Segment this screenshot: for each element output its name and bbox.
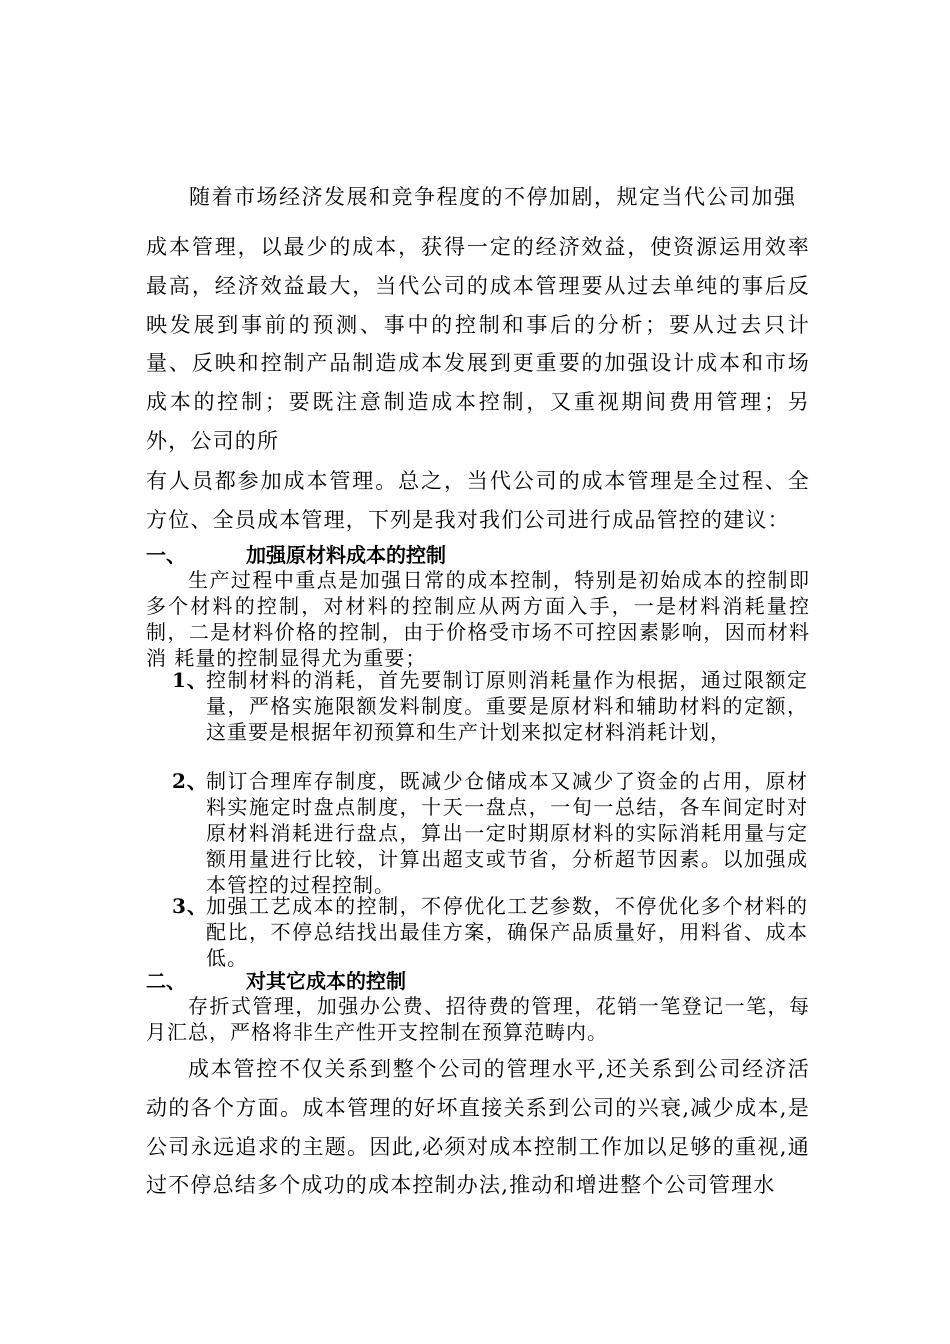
summary-paragraph: 有人员都参加成本管理。总之，当代公司的成本管理是全过程、全方位、全员成本管理，下列是我对我们公司进行成品管控的建议： xyxy=(146,469,810,532)
section-1-title: 加强原材料成本的控制 xyxy=(246,543,446,567)
section-2-heading xyxy=(146,968,806,994)
section-2-body: 存折式管理，加强办公费、招待费的管理，花销一笔登记一笔，每月汇总，严格将非生产性开支控制在预算范畴内。 xyxy=(146,994,810,1044)
closing-paragraph: 成本管控不仅关系到整个公司的管理水平,还关系到公司经济活动的各个方面。成本管理的好坏直接关系到公司的兴衰,减少成本,是公司永远追求的主题。因此,必须对成本控制工作加以足够的重视,通过不停总结多个成功的成本控制办法,推动和增进整个公司管理水 xyxy=(146,1057,810,1198)
list-item-2 xyxy=(172,768,808,898)
section-1-heading xyxy=(146,542,806,568)
list-item-text: 制订合理库存制度，既减少仓储成本又减少了资金的占用，原材料实施定时盘点制度，十天一盘点，一旬一总结，各车间定时对原材料消耗进行盘点，算出一定时期原材料的实际消耗用量与定额用量进行比较，计算出超支或节省，分析超节因素。以加强成本管控的过程控制。 xyxy=(206,769,808,897)
list-marker: 1、 xyxy=(172,668,208,692)
intro-first-line: 随着市场经济发展和竞争程度的不停加剧，规定当代公司加强 xyxy=(189,185,797,209)
list-item-1 xyxy=(172,667,808,745)
list-item-text: 加强工艺成本的控制，不停优化工艺参数，不停优化多个材料的配比，不停总结找出最佳方案，确保产品质量好，用料省、成本低。 xyxy=(206,894,808,970)
list-item-3 xyxy=(172,893,808,971)
list-item-text: 控制材料的消耗，首先要制订原则消耗量作为根据，通过限额定量，严格实施限额发料制度。重要是原材料和辅助材料的定额，这重要是根据年初预算和生产计划来拟定材料消耗计划， xyxy=(206,668,808,744)
section-2-number: 二、 xyxy=(146,969,186,993)
list-marker: 2、 xyxy=(172,769,208,793)
section-1-body: 生产过程中重点是加强日常的成本控制，特别是初始成本的控制即多个材料的控制，对材料的控制应从两方面入手，一是材料消耗量控制，二是材料价格的控制，由于价格受市场不可控因素影响，因而材料消 耗量的控制显得尤为重要； xyxy=(146,568,810,670)
section-2-title: 对其它成本的控制 xyxy=(246,969,406,993)
section-1-number: 一、 xyxy=(146,543,186,567)
list-marker: 3、 xyxy=(172,894,208,918)
intro-paragraph: 成本管理，以最少的成本，获得一定的经济效益，使资源运用效率最高，经济效益最大，当代公司的成本管理要从过去单纯的事后反映发展到事前的预测、事中的控制和事后的分析；要从过去只计量、反映和控制产品制造成本发展到更重要的加强设计成本和市场成本的控制；要既注意制造成本控制，又重视期间费用管理；另外，公司的所 xyxy=(146,235,810,453)
